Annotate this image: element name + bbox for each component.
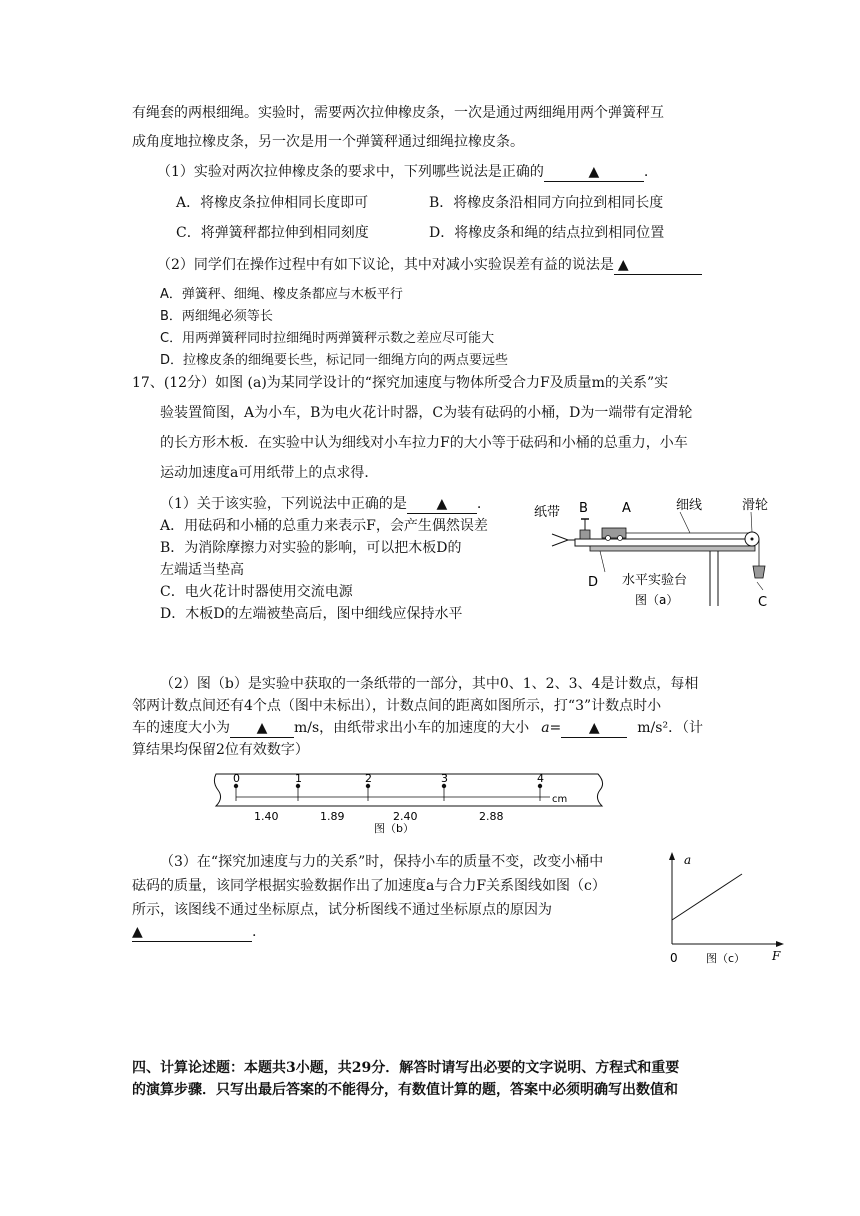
q16-sub2-answer-blank[interactable] — [614, 257, 702, 275]
distance-label-3: 2.40 — [393, 810, 418, 823]
q17-sub2-line-4: 算结果均保留2位有效数字） — [132, 742, 309, 758]
q17-sub1-option-b-cont: 左端适当垫高 — [160, 562, 244, 578]
label-d: D — [588, 575, 599, 590]
distance-label-1: 1.40 — [254, 810, 279, 823]
intro-line-2: 成角度地拉橡皮条，另一次是用一个弹簧秤通过细绳拉橡皮条。 — [132, 134, 524, 150]
q16-sub1-option-c: C．将弹簧秤都拉伸到相同刻度 — [176, 225, 369, 241]
label-pulley: 滑轮 — [742, 498, 769, 513]
q17-line-4: 运动加速度a可用纸带上的点求得． — [160, 465, 379, 481]
velocity-answer-blank[interactable] — [230, 720, 294, 738]
intro-line-1: 有绳套的两根细绳。实验时，需要两次拉伸橡皮条，一次是通过两细绳用两个弹簧秤互 — [132, 105, 664, 121]
q17-sub1-end: . — [476, 496, 482, 512]
accel-unit: m/s² — [637, 720, 669, 736]
reason-answer-blank[interactable] — [132, 924, 252, 942]
answer-mark: ▲ — [588, 720, 600, 736]
figure-b-tape — [210, 768, 610, 838]
label-table: 水平实验台 — [622, 573, 688, 588]
q16-sub2-stem: （2）同学们在操作过程中有如下议论，其中对减小实验误差有益的说法是 — [157, 257, 614, 273]
distance-label-4: 2.88 — [479, 810, 504, 823]
figure-c-graph — [660, 848, 790, 966]
count-label-1: 1 — [295, 772, 302, 785]
q17-sub2-text-a: 车的速度大小为 — [132, 720, 230, 736]
label-c: C — [758, 595, 768, 610]
q16-sub1-answer-blank[interactable] — [544, 164, 644, 182]
count-label-2: 2 — [365, 772, 372, 785]
q17-sub1-option-a: A．用砝码和小桶的总重力来表示F，会产生偶然误差 — [160, 518, 488, 534]
q17-sub1-option-d: D．木板D的左端被垫高后，图中细线应保持水平 — [160, 606, 463, 622]
q17-sub3-line-2: 砝码的质量，该同学根据实验数据作出了加速度a与合力F关系图线如图（c） — [132, 878, 606, 894]
tape-unit: cm — [552, 794, 568, 805]
q17-line-1: 17、(12分）如图 (a)为某同学设计的“探究加速度与物体所受合力F及质量m的关系”实 — [132, 375, 669, 391]
q16-sub1-option-b: B．将橡皮条沿相同方向拉到相同长度 — [429, 195, 664, 211]
bucket-c — [753, 566, 765, 578]
q17-sub3-answer — [132, 922, 256, 942]
q16-sub2-option-c: C．用两弹簧秤同时拉细绳时两弹簧秤示数之差应尽可能大 — [160, 331, 495, 346]
count-label-0: 0 — [233, 772, 240, 785]
answer-mark: ▲ — [588, 164, 600, 180]
tape-outline — [214, 774, 602, 806]
section4-line-2: 的演算步骤．只写出最后答案的不能得分，有数值计算的题，答案中必须明确写出数值和 — [132, 1082, 678, 1098]
caption-a: 图（a） — [635, 593, 679, 607]
q17-sub3-line-1: （3）在“探究加速度与力的关系”时，保持小车的质量不变，改变小桶中 — [160, 854, 604, 870]
accel-label: a= — [541, 720, 562, 736]
q17-sub3-line-3: 所示，该图线不通过坐标原点，试分析图线不通过坐标原点的原因为 — [132, 902, 552, 918]
q17-sub1-option-b: B．为消除摩擦力对实验的影响，可以把木板D的 — [160, 540, 462, 556]
answer-mark: ▲ — [617, 257, 629, 273]
label-a: A — [622, 501, 631, 516]
q17-line-3: 的长方形木板．在实验中认为细线对小车拉力F的大小等于砝码和小桶的总重力，小车 — [160, 435, 688, 451]
x-label: F — [772, 949, 781, 963]
q16-sub2-option-a: A．弹簧秤、细绳、橡皮条都应与木板平行 — [160, 287, 403, 302]
q17-sub2-text-b: m/s，由纸带求出小车的加速度的大小 — [294, 720, 530, 736]
q17-sub2-text-c: ．（计 — [668, 720, 704, 736]
q17-sub1 — [160, 494, 481, 514]
answer-mark: ▲ — [256, 720, 268, 736]
label-string: 细线 — [676, 498, 703, 513]
answer-mark: ▲ — [132, 924, 143, 940]
q17-sub1-answer-blank[interactable] — [407, 496, 477, 514]
y-label: a — [684, 853, 692, 867]
origin-label: 0 — [670, 951, 678, 965]
timer-b — [580, 530, 590, 539]
q17-sub1-stem: （1）关于该实验，下列说法中正确的是 — [160, 496, 407, 512]
count-label-4: 4 — [537, 772, 544, 785]
q17-sub2-line-3 — [132, 718, 703, 738]
a-f-line — [672, 874, 742, 920]
accel-answer-blank[interactable] — [561, 720, 627, 738]
q16-sub2-option-b: B．两细绳必须等长 — [160, 309, 273, 324]
q17-sub2-line-2: 邻两计数点间还有4个点（图中未标出），计数点间的距离如图所示，打“3”计数点时小 — [132, 698, 662, 714]
label-paper-tape: 纸带 — [534, 505, 561, 520]
q16-sub1-stem: （1）实验对两次拉伸橡皮条的要求中，下列哪些说法是正确的 — [157, 164, 544, 180]
q17-line-2: 验装置简图，A为小车，B为电火花计时器，C为装有砝码的小桶，D为一端带有定滑轮 — [160, 405, 693, 421]
q17-sub1-option-c: C．电火花计时器使用交流电源 — [160, 584, 353, 600]
q16-sub1-option-a: A．将橡皮条拉伸相同长度即可 — [176, 195, 369, 211]
answer-mark: ▲ — [436, 496, 448, 512]
count-label-3: 3 — [441, 772, 448, 785]
q17-sub3-end: . — [252, 924, 257, 940]
q16-sub1 — [157, 162, 648, 182]
distance-label-2: 1.89 — [320, 810, 345, 823]
label-b: B — [579, 501, 588, 516]
q16-sub1-end: . — [643, 164, 649, 180]
board-d — [575, 539, 750, 546]
caption-b: 图（b） — [374, 822, 414, 835]
q16-sub1-option-d: D．将橡皮条和绳的结点拉到相同位置 — [429, 225, 665, 241]
q16-sub2-option-d: D．拉橡皮条的细绳要长些，标记同一细绳方向的两点要远些 — [160, 353, 509, 368]
section4-line-1: 四、计算论述题：本题共3小题，共29分．解答时请写出必要的文字说明、方程式和重要 — [132, 1060, 680, 1076]
q16-sub2 — [157, 255, 702, 275]
lab-table-top — [590, 546, 755, 551]
q17-sub2-line-1: （2）图（b）是实验中获取的一条纸带的一部分，其中0、1、2、3、4是计数点，每相 — [160, 676, 699, 692]
caption-c: 图（c） — [706, 952, 746, 965]
figure-a-apparatus — [530, 494, 780, 614]
